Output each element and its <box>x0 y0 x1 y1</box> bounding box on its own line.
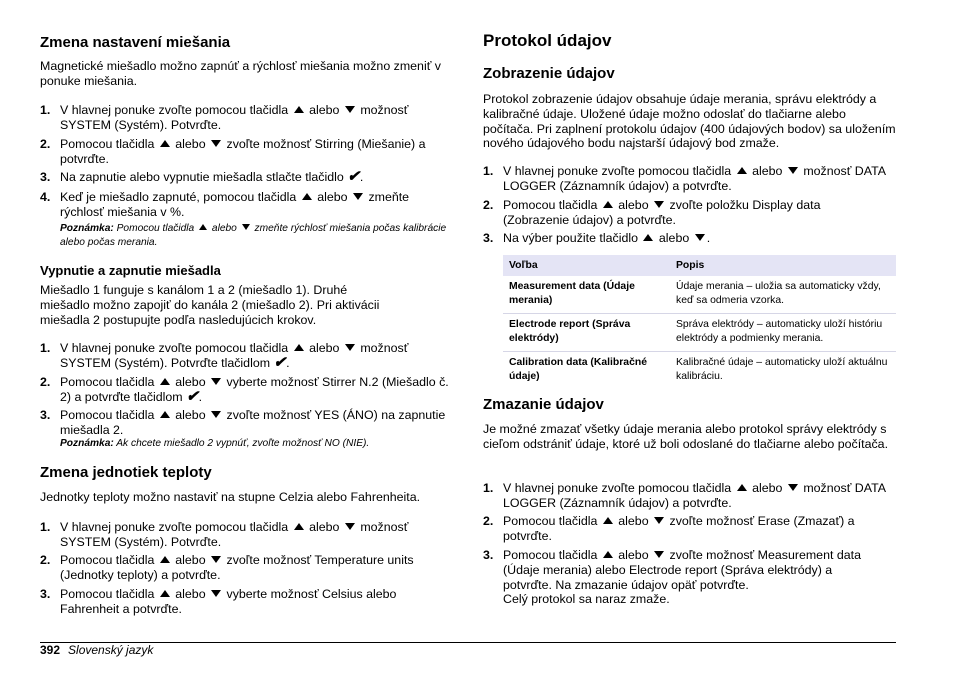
table-cell-description: Správa elektródy – automaticky uloží históriu elektródy a podmienky merania. <box>670 314 896 352</box>
section-title-stirring: Zmena nastavení miešania <box>40 34 231 51</box>
up-arrow-icon <box>737 167 747 174</box>
down-arrow-icon <box>345 344 355 351</box>
step-text: V hlavnej ponuke zvoľte pomocou tlačidla <box>503 481 732 495</box>
down-arrow-icon <box>353 193 363 200</box>
step-text: alebo <box>618 548 649 562</box>
section-title-stirrer-toggle: Vypnutie a zapnutie miešadla <box>40 263 221 278</box>
step-number: 3. <box>40 170 51 184</box>
step-text: možnosť DATA LOGGER (Záznamník údajov) a potvrďte. <box>503 481 886 510</box>
section-title-display-data: Zobrazenie údajov <box>483 65 615 82</box>
step-result-text: Celý protokol sa naraz zmaže. <box>503 592 670 607</box>
down-arrow-icon <box>211 411 221 418</box>
step-text: alebo <box>618 514 649 528</box>
step-text: zvoľte možnosť Measurement data (Údaje merania) alebo Electrode report (Správa elektródy) a potvrďte. Na zmazanie údajov opäť potvrďte. <box>503 548 861 592</box>
down-arrow-icon <box>211 556 221 563</box>
down-arrow-icon <box>211 140 221 147</box>
step-text: možnosť SYSTEM (Systém). Potvrďte. <box>60 520 409 549</box>
step-text: Pomocou tlačidla <box>60 587 155 601</box>
step-number: 1. <box>483 481 494 495</box>
down-arrow-icon <box>654 551 664 558</box>
step-text: Pomocou tlačidla <box>60 553 155 567</box>
down-arrow-icon <box>211 378 221 385</box>
stirring-note <box>60 222 455 249</box>
table-cell-option: Calibration data (Kalibračné údaje) <box>503 352 670 390</box>
up-arrow-icon <box>294 106 304 113</box>
note-text: zmeňte rýchlosť miešania počas kalibrácie alebo počas merania. <box>60 223 447 248</box>
table-cell-description: Kalibračné údaje – automaticky uloží aktuálnu kalibráciu. <box>670 352 896 390</box>
up-arrow-icon <box>294 523 304 530</box>
down-arrow-icon <box>695 234 705 241</box>
step-text: alebo <box>317 190 348 204</box>
step-text: Pomocou tlačidla <box>60 408 155 422</box>
up-arrow-icon <box>294 344 304 351</box>
step-text: alebo <box>309 103 340 117</box>
stirring-intro: Magnetické miešadlo možno zapnúť a rýchlosť miešania možno zmeniť v ponuke miešania. <box>40 59 441 88</box>
note-label: Poznámka: <box>60 438 114 449</box>
step-number: 1. <box>40 341 51 355</box>
checkmark-icon: ✔ <box>347 168 360 185</box>
step-text: V hlavnej ponuke zvoľte pomocou tlačidla <box>60 341 289 355</box>
up-arrow-icon <box>160 590 170 597</box>
up-arrow-icon <box>160 411 170 418</box>
step-number: 2. <box>40 375 51 389</box>
step-text: alebo <box>175 137 206 151</box>
step-text: vyberte možnosť Celsius alebo Fahrenheit a potvrďte. <box>60 587 397 616</box>
step-text: . <box>706 231 711 245</box>
down-arrow-icon <box>345 106 355 113</box>
step-number: 1. <box>40 103 51 117</box>
up-arrow-icon <box>643 234 653 241</box>
up-arrow-icon <box>737 484 747 491</box>
table-row <box>503 314 896 352</box>
down-arrow-icon <box>788 484 798 491</box>
page-footer <box>40 643 153 657</box>
table-cell-description: Údaje merania – uložia sa automaticky vždy, keď sa odmeria vzorka. <box>676 281 881 306</box>
step-text: . <box>359 170 364 184</box>
step-text: . <box>286 355 290 370</box>
step-text: alebo <box>175 587 206 601</box>
step-number: 2. <box>483 198 494 212</box>
display-data-intro: Protokol zobrazenie údajov obsahuje údaje merania, správu elektródy a kalibračné údaje. Uložené údaje možno odoslať do tlačiarne alebo počítača. Pri zaplnení protokolu údajov (400 údajových bodov) sa uložením nového údajového bodu najstarší údajový bod zmaže. <box>483 92 896 151</box>
table-header-option: Voľba <box>503 255 670 276</box>
table-cell-option: Measurement data (Údaje merania) <box>509 281 635 306</box>
up-arrow-icon <box>302 193 312 200</box>
page-title: Protokol údajov <box>483 31 612 50</box>
step-text: možnosť DATA LOGGER (Záznamník údajov) a potvrďte. <box>503 164 886 193</box>
step-text: Pomocou tlačidla <box>503 514 598 528</box>
up-arrow-icon <box>160 140 170 147</box>
step-text: Na výber použite tlačidlo <box>503 231 638 245</box>
note-text: Pomocou tlačidla <box>116 223 195 234</box>
step-text: možnosť SYSTEM (Systém). Potvrďte tlačidlom <box>60 341 409 370</box>
stirrer-toggle-intro: Miešadlo 1 funguje s kanálom 1 a 2 (miešadlo 1). Druhé miešadlo možno zapojiť do kanála 2 (miešadlo 2). Pri aktivácii miešadla 2 postupujte podľa nasledujúcich krokov. <box>40 283 380 327</box>
table-row <box>503 276 896 314</box>
step-text: Pomocou tlačidla <box>60 375 155 389</box>
table-header-description: Popis <box>670 255 896 276</box>
step-text: alebo <box>658 231 690 245</box>
step-text: alebo <box>618 198 649 212</box>
step-number: 1. <box>483 164 494 178</box>
up-arrow-icon <box>603 201 613 208</box>
step-text: zvoľte možnosť Erase (Zmazať) a potvrďte. <box>503 514 855 543</box>
table-cell-option: Electrode report (Správa elektródy) <box>503 314 670 352</box>
section-title-erase-data: Zmazanie údajov <box>483 396 604 413</box>
note-text: alebo <box>211 223 237 234</box>
down-arrow-icon <box>242 224 250 230</box>
step-text: alebo <box>175 408 206 422</box>
step-text: zvoľte možnosť YES (ÁNO) na zapnutie miešadla 2. <box>60 408 446 437</box>
down-arrow-icon <box>654 517 664 524</box>
erase-data-intro: Je možné zmazať všetky údaje merania alebo protokol správy elektródy s cieľom odstrániť údaje, ktoré už boli odoslané do tlačiarne alebo počítača. <box>483 422 889 451</box>
note-label: Poznámka: <box>60 223 114 234</box>
step-text: alebo <box>175 553 206 567</box>
step-text: alebo <box>309 341 340 355</box>
checkmark-icon: ✔ <box>186 387 199 405</box>
data-options-table <box>503 255 896 390</box>
up-arrow-icon <box>160 556 170 563</box>
footer-language: Slovenský jazyk <box>68 643 154 657</box>
step-text: alebo <box>752 481 783 495</box>
step-text: zmeňte rýchlosť miešania v %. <box>60 190 410 219</box>
step-text: alebo <box>309 520 340 534</box>
note-text: Ak chcete miešadlo 2 vypnúť, zvoľte možnosť NO (NIE). <box>116 438 370 449</box>
section-title-temperature: Zmena jednotiek teploty <box>40 464 212 481</box>
step-text: Pomocou tlačidla <box>503 198 598 212</box>
table-row <box>503 352 896 390</box>
step-text: Pomocou tlačidla <box>503 548 598 562</box>
up-arrow-icon <box>603 517 613 524</box>
step-number: 2. <box>40 137 51 151</box>
step-number: 2. <box>483 514 494 528</box>
down-arrow-icon <box>345 523 355 530</box>
step-number: 3. <box>483 548 494 562</box>
step-text: možnosť SYSTEM (Systém). Potvrďte. <box>60 103 409 132</box>
checkmark-icon: ✔ <box>273 353 287 371</box>
step-text: V hlavnej ponuke zvoľte pomocou tlačidla <box>60 103 289 117</box>
step-text: vyberte možnosť Stirrer N.2 (Miešadlo č. 2) a potvrďte tlačidlom <box>60 375 449 404</box>
stirrer-note <box>60 437 455 451</box>
footer-rule <box>40 642 896 643</box>
step-text: Pomocou tlačidla <box>60 137 155 151</box>
step-number: 4. <box>40 190 51 204</box>
step-text: . <box>198 389 203 404</box>
step-text: zvoľte možnosť Temperature units (Jednotky teploty) a potvrďte. <box>60 553 414 582</box>
temperature-intro: Jednotky teploty možno nastaviť na stupne Celzia alebo Fahrenheita. <box>40 490 421 504</box>
step-number: 3. <box>40 587 51 601</box>
down-arrow-icon <box>211 590 221 597</box>
up-arrow-icon <box>603 551 613 558</box>
page-number: 392 <box>40 643 61 657</box>
step-text: zvoľte možnosť Stirring (Miešanie) a potvrďte. <box>60 137 426 166</box>
step-text: Keď je miešadlo zapnuté, pomocou tlačidla <box>60 190 297 204</box>
step-text: Na zapnutie alebo vypnutie miešadla stlačte tlačidlo <box>60 170 344 184</box>
step-number: 3. <box>40 408 51 422</box>
down-arrow-icon <box>654 201 664 208</box>
step-text: alebo <box>752 164 783 178</box>
step-number: 2. <box>40 553 51 567</box>
up-arrow-icon <box>160 378 170 385</box>
down-arrow-icon <box>788 167 798 174</box>
step-number: 1. <box>40 520 51 534</box>
step-text: zvoľte položku Display data (Zobrazenie údajov) a potvrďte. <box>503 198 821 227</box>
step-text: V hlavnej ponuke zvoľte pomocou tlačidla <box>503 164 732 178</box>
step-number: 3. <box>483 231 494 245</box>
table-header-row <box>503 255 896 276</box>
up-arrow-icon <box>199 224 207 230</box>
step-text: V hlavnej ponuke zvoľte pomocou tlačidla <box>60 520 289 534</box>
step-text: alebo <box>175 375 206 389</box>
